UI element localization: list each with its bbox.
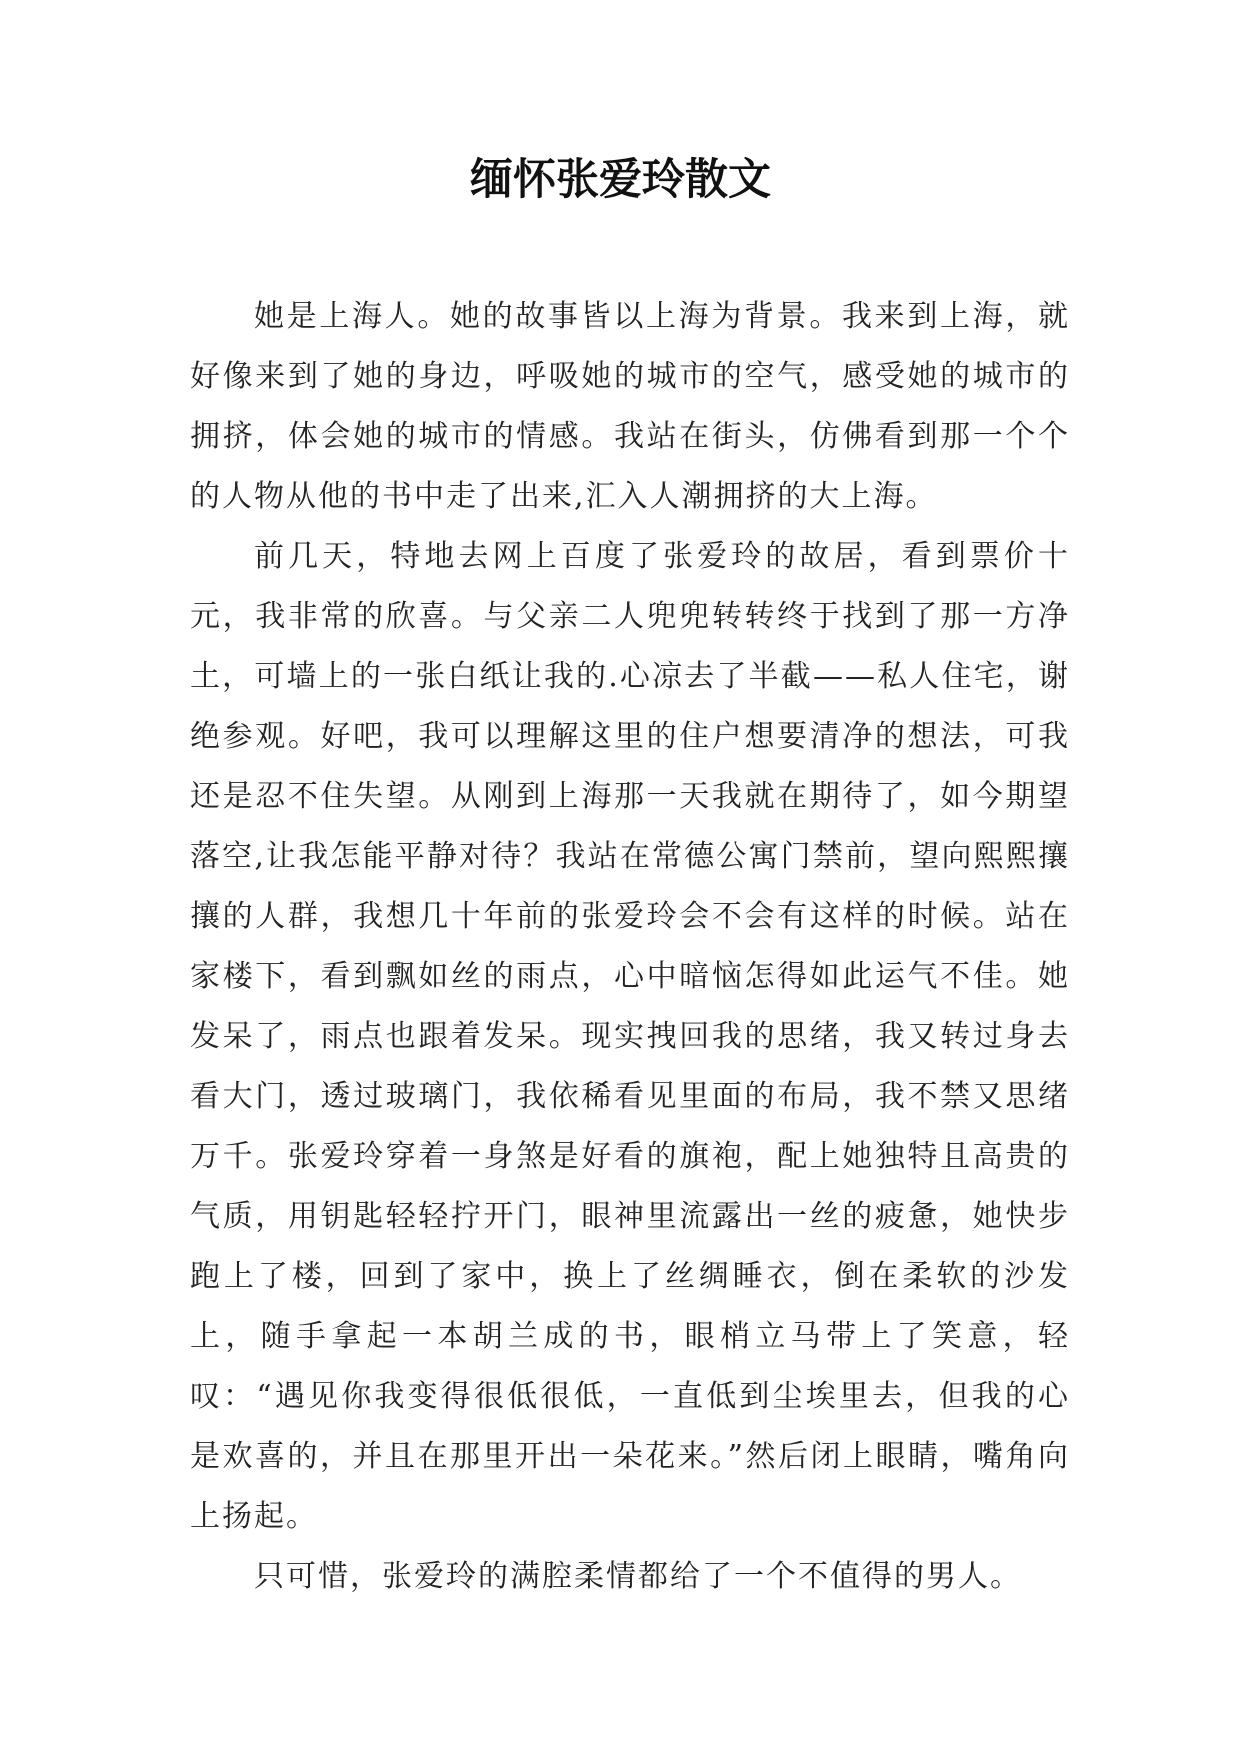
document-title: 缅怀张爱玲散文 (470, 155, 771, 205)
paragraph: 前几天，特地去网上百度了张爱玲的故居，看到票价十元，我非常的欣喜。与父亲二人兜兜转转终于找到了那一方净土，可墙上的一张白纸让我的.心凉去了半截——私人住宅，谢绝参观。好吧，我可以理解这里的住户想要清净的想法，可我还是忍不住失望。从刚到上海那一天我就在期待了，如今期望落空,让我怎能平静对待？我站在常德公寓门禁前，望向熙熙攘攘的人群，我想几十年前的张爱玲会不会有这样的时候。站在家楼下，看到飘如丝的雨点，心中暗恼怎得如此运气不佳。她发呆了，雨点也跟着发呆。现实拽回我的思绪，我又转过身去看大门，透过玻璃门，我依稀看见里面的布局，我不禁又思绪万千。张爱玲穿着一身煞是好看的旗袍，配上她独特且高贵的气质，用钥匙轻轻拧开门，眼神里流露出一丝的疲惫，她快步跑上了楼，回到了家中，换上了丝绸睡衣，倒在柔软的沙发上，随手拿起一本胡兰成的书，眼梢立马带上了笑意，轻叹：“遇见你我变得很低很低，一直低到尘埃里去，但我的心是欢喜的，并且在那里开出一朵花来。”然后闭上眼睛，嘴角向上扬起。 (190, 539, 1070, 1534)
paragraph: 只可惜，张爱玲的满腔柔情都给了一个不值得的男人。 (254, 1559, 1022, 1594)
document-body (190, 287, 1070, 1607)
paragraph: 她是上海人。她的故事皆以上海为背景。我来到上海，就好像来到了她的身边，呼吸她的城市的空气，感受她的城市的拥挤，体会她的城市的情感。我站在街头，仿佛看到那一个个的人物从他的书中走了出来,汇入人潮拥挤的大上海。 (190, 299, 1070, 514)
